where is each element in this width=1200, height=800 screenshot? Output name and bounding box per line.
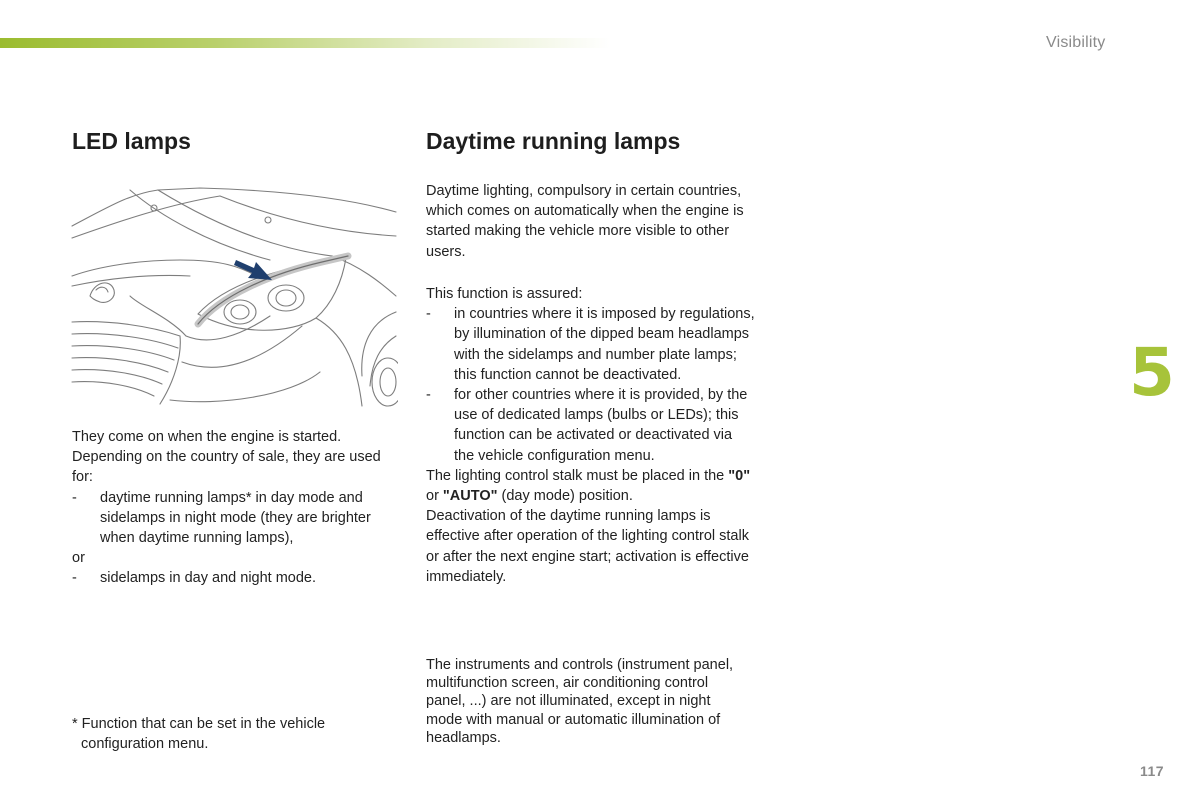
bullet-dash: -	[426, 387, 431, 404]
stalk-value-auto: "AUTO"	[442, 488, 498, 505]
stalk-value-0: "0"	[728, 467, 751, 484]
drl-details	[426, 284, 756, 587]
led-item-text: sidelamps in day and night mode.	[100, 570, 317, 587]
led-intro-2: Depending on the country of sale, they are used for:	[72, 449, 381, 486]
footnote	[72, 714, 372, 754]
drl-item-2-text: for other countries where it is provided, by the use of dedicated lamps (bulbs or LEDs); this function can be activated or deactivated via the vehicle configuration menu.	[454, 387, 748, 464]
deactivation-text: Deactivation of the daytime running lamps is effective after operation of the lighting control stalk or after the next engine start; activation is effective immediately.	[426, 508, 749, 585]
header-accent-bar	[0, 38, 610, 48]
stalk-prefix: The lighting control stalk must be placed in the	[426, 467, 729, 484]
section-tag: Visibility	[1046, 34, 1106, 51]
bullet-dash: -	[426, 306, 431, 323]
drl-item-text	[454, 304, 756, 385]
or-text: or	[72, 550, 85, 567]
list-item	[72, 488, 402, 549]
drl-item-1-line2: by illumination of the dipped beam headlamps with the sidelamps and number plate lamps; this function cannot be deactivated.	[454, 326, 750, 383]
assured-label: This function is assured:	[426, 286, 583, 302]
led-description	[72, 427, 402, 589]
led-intro-1: They come on when the engine is started.	[72, 429, 342, 445]
drl-intro-text: Daytime lighting, compulsory in certain countries, which comes on automatically when the engine is started making the vehicle more visible to other users.	[426, 183, 744, 260]
stalk-position-text	[426, 466, 756, 506]
bullet-dash: -	[72, 570, 77, 587]
led-item-text: daytime running lamps* in day mode and sidelamps in night mode (they are brighter when daytime running lamps),	[100, 489, 371, 547]
stalk-suffix: (day mode) position.	[497, 488, 633, 505]
instruments-note: The instruments and controls (instrument panel, multifunction screen, air conditioning control panel, ...) are not illuminated, except in night mode with manual or automatic illumination of headlamps.	[426, 657, 734, 746]
bullet-dash: -	[72, 489, 77, 506]
drl-item-1-line1: in countries where it is imposed by regulations,	[454, 306, 755, 323]
car-front-headlamp-illustration	[70, 186, 398, 408]
list-item	[72, 568, 402, 588]
led-lamps-title: LED lamps	[72, 128, 191, 154]
drl-intro	[426, 181, 756, 262]
footnote-line-2: configuration menu.	[81, 736, 209, 753]
daytime-running-lamps-title: Daytime running lamps	[426, 128, 681, 154]
led-pointer-arrow-icon	[234, 260, 272, 280]
footnote-line-1: * Function that can be set in the vehicle	[72, 716, 326, 732]
list-item	[426, 304, 756, 385]
stalk-or: or	[426, 488, 443, 505]
chapter-marker: 5	[1129, 334, 1175, 411]
page-number: 117	[1140, 763, 1165, 779]
list-item	[426, 385, 756, 466]
